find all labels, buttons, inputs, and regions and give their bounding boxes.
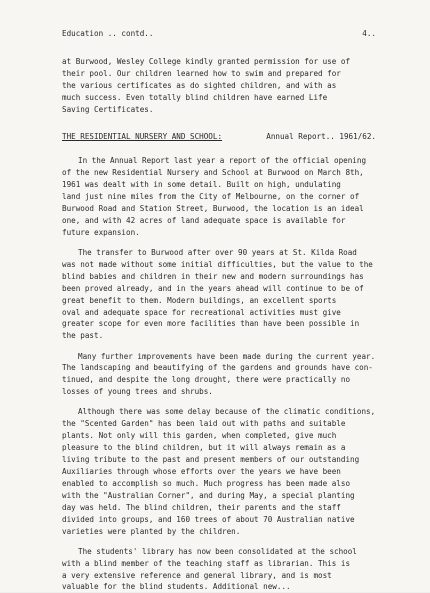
- text-line: enabled to accomplish so much. Much progress has been made also: [62, 478, 351, 488]
- intro-paragraph: [62, 56, 390, 116]
- text-line: varieties were planted by the children.: [62, 526, 241, 536]
- text-line: plants. Not only will this garden, when completed, give much: [62, 431, 337, 441]
- text-line: been proved already, and in the years ahead will continue to be of: [62, 283, 364, 293]
- section-heading: [62, 131, 390, 143]
- text-line: The transfer to Burwood after over 90 years at St. Kilda Road: [78, 247, 357, 257]
- text-line: a very extensive reference and general library, and is most: [62, 570, 332, 580]
- text-line: pleasure to the blind children, but it will always remain as a: [62, 443, 346, 453]
- paragraph-library: [62, 546, 390, 593]
- text-line: their pool. Our children learned how to swim and prepared for: [62, 68, 341, 78]
- text-line: The students' library has now been consolidated at the school: [78, 546, 357, 556]
- text-line: Many further improvements have been made during the current year.: [78, 351, 376, 361]
- page-header: [62, 28, 390, 40]
- text-line: losses of young trees and shrubs.: [62, 387, 213, 397]
- text-line: Burwood Road and Station Street, Burwood, the location is an ideal: [62, 203, 364, 213]
- text-line: Auxiliaries through whose efforts over the years we have been: [62, 466, 341, 476]
- paragraph-improvements: [62, 351, 390, 399]
- text-line: blind babies and children in their new and modern surroundings has: [62, 271, 364, 281]
- section-report-label: Annual Report.. 1961/62.: [266, 132, 376, 142]
- text-line: greater scope for even more facilities than have been possible in: [62, 319, 360, 329]
- text-line: much success. Even totally blind children have earned Life: [62, 92, 328, 102]
- text-line: Although there was some delay because of the climatic conditions,: [78, 407, 376, 417]
- section-title: THE RESIDENTIAL NURSERY AND SCHOOL:: [62, 132, 223, 142]
- text-line: divided into groups, and 160 trees of about 70 Australian native: [62, 514, 355, 524]
- text-line: living tribute to the past and present members of our outstanding: [62, 455, 360, 465]
- text-line: oval and adequate space for recreational activities must give: [62, 307, 341, 317]
- page-number: 4..: [362, 29, 376, 38]
- text-line: of the new Residential Nursery and School at Burwood on March 8th,: [62, 168, 364, 178]
- text-line: The landscaping and beautifying of the gardens and grounds have con-: [62, 363, 373, 373]
- text-line: future expansion.: [62, 227, 140, 237]
- text-line: In the Annual Report last year a report of the official opening: [78, 156, 367, 166]
- text-line: tinued, and despite the long drought, there were practically no: [62, 375, 351, 385]
- text-line: one, and with 42 acres of land adequate space is available for: [62, 215, 346, 225]
- text-line: the various certificates as do sighted children, and with as: [62, 80, 337, 90]
- text-line: with the "Australian Corner", and during May, a special planting: [62, 490, 355, 500]
- text-line: at Burwood, Wesley College kindly granted permission for use of: [62, 56, 351, 66]
- header-title: Education .. contd..: [62, 29, 154, 38]
- text-line: valuable for the blind students. Additional new...: [62, 582, 291, 592]
- text-line: with a blind member of the teaching staff as librarian. This is: [62, 558, 351, 568]
- text-line: day was held. The blind children, their parents and the staff: [62, 502, 341, 512]
- paragraph-scented-garden: [62, 406, 390, 537]
- text-line: land just nine miles from the City of Melbourne, on the corner of: [62, 192, 360, 202]
- paragraph-opening: [62, 155, 390, 238]
- text-line: the past.: [62, 331, 104, 341]
- paragraph-transfer: [62, 247, 390, 342]
- text-line: was not made without some initial difficulties, but the value to the: [62, 259, 373, 269]
- text-line: Saving Certificates.: [62, 104, 154, 114]
- text-line: 1961 was dealt with in some detail. Built on high, undulating: [62, 180, 341, 190]
- text-line: the "Scented Garden" has been laid out with paths and suitable: [62, 419, 346, 429]
- text-line: great benefit to them. Modern buildings, an excellent sports: [62, 295, 337, 305]
